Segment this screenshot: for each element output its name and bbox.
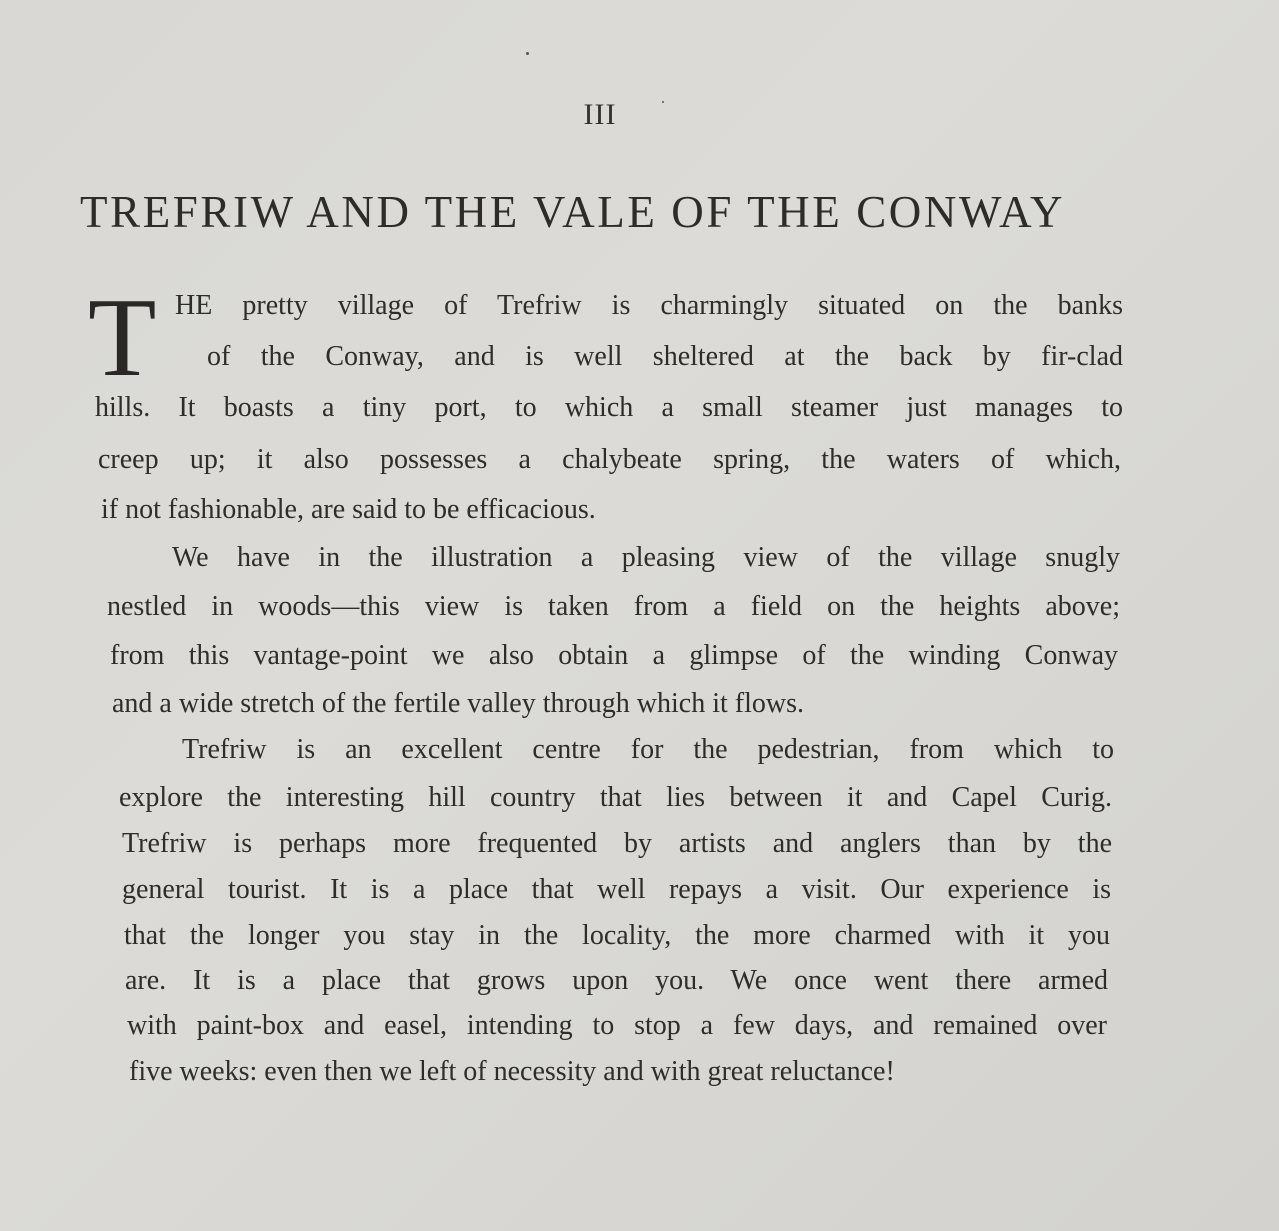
paragraph-2-line: We have in the illustration a pleasing view of the village snugly	[172, 542, 1120, 573]
paragraph-3-line: five weeks: even then we left of necessity and with great reluctance!	[129, 1056, 895, 1087]
paragraph-3-line: Trefriw is perhaps more frequented by artists and anglers than by the	[122, 828, 1112, 859]
chapter-number: III	[583, 98, 617, 131]
paragraph-3-line: with paint-box and easel, intending to stop a few days, and remained over	[127, 1010, 1107, 1041]
paragraph-1-line: if not fashionable, are said to be efficacious.	[101, 494, 596, 525]
paragraph-2-line: from this vantage-point we also obtain a glimpse of the winding Conway	[110, 640, 1118, 671]
paragraph-3-line: Trefriw is an excellent centre for the pedestrian, from which to	[182, 734, 1114, 765]
paragraph-3-line: explore the interesting hill country that lies between it and Capel Curig.	[119, 782, 1112, 813]
paragraph-3-line: that the longer you stay in the locality, the more charmed with it you	[124, 920, 1110, 951]
paragraph-2-line: and a wide stretch of the fertile valley through which it flows.	[112, 688, 805, 719]
paragraph-2-line: nestled in woods—this view is taken from a field on the heights above;	[107, 591, 1120, 622]
paragraph-3-line: are. It is a place that grows upon you. We once went there armed	[125, 965, 1108, 996]
paper-speck	[526, 52, 529, 55]
paragraph-1-line: hills. It boasts a tiny port, to which a small steamer just manages to	[95, 392, 1123, 423]
paragraph-1-line: HE pretty village of Trefriw is charmingly situated on the banks	[175, 290, 1123, 321]
paragraph-3-line: general tourist. It is a place that well repays a visit. Our experience is	[122, 874, 1111, 905]
chapter-title: TREFRIW AND THE VALE OF THE CONWAY	[80, 187, 1066, 237]
drop-cap: T	[88, 276, 157, 400]
paragraph-1-line: creep up; it also possesses a chalybeate spring, the waters of which,	[98, 444, 1121, 475]
paragraph-1-line: of the Conway, and is well sheltered at the back by fir-clad	[207, 341, 1123, 372]
